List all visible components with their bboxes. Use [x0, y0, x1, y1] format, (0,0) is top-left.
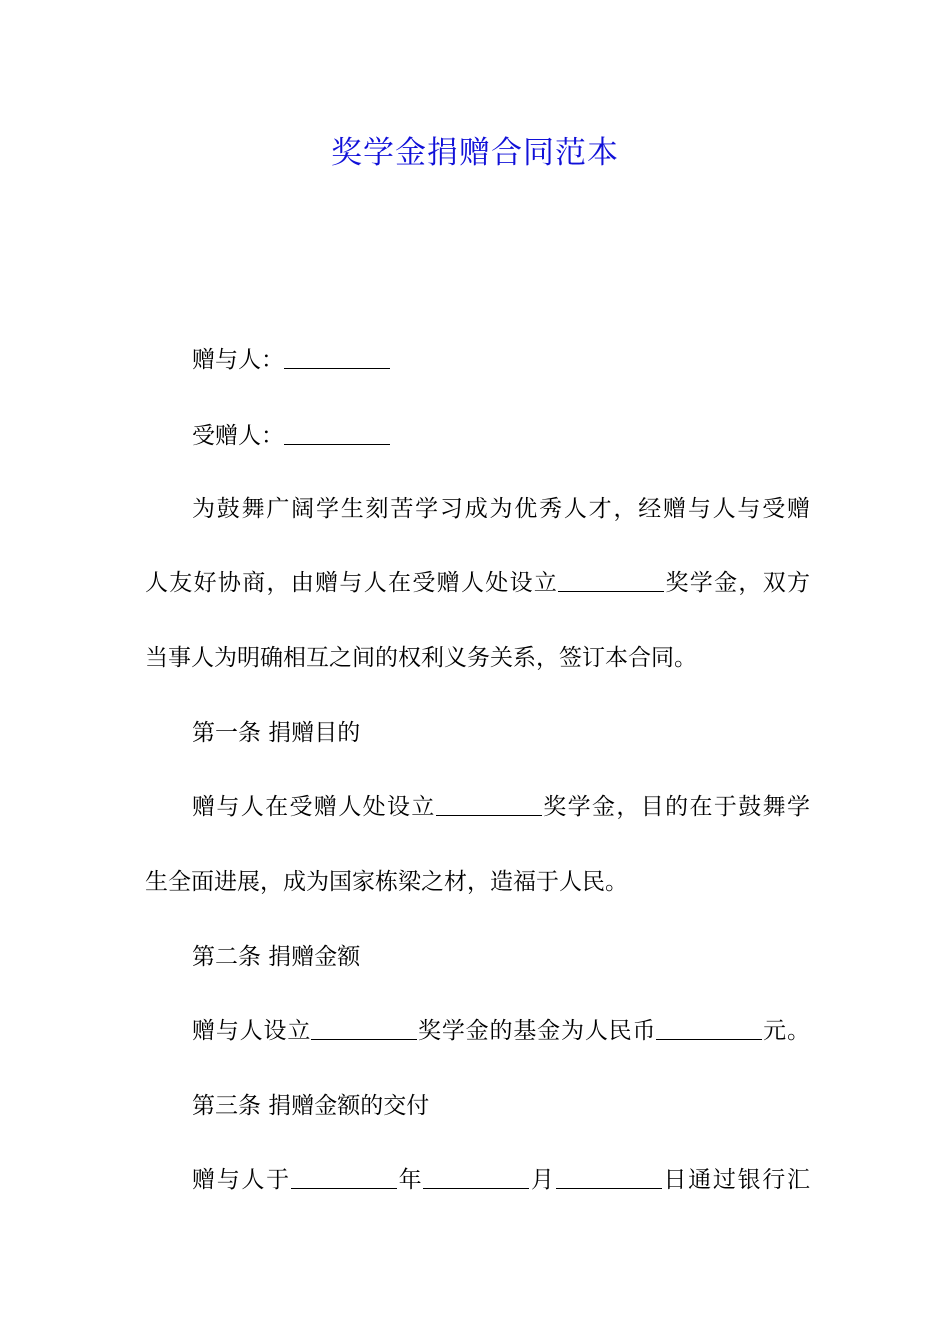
article3-line-1-a: 赠与人于: [192, 1167, 291, 1193]
document-title: 奖学金捐赠合同范本: [331, 135, 619, 171]
article3-line-1-d: 日通过银行汇: [661, 1167, 811, 1193]
article2-line-1: [192, 1014, 810, 1048]
intro-line-2-b: 奖学金，双方: [664, 570, 811, 596]
article1-line-2: 生全面进展，成为国家栋梁之材，造福于人民。: [145, 869, 628, 895]
day-blank: [556, 1168, 662, 1189]
year-blank: [291, 1168, 397, 1189]
donor-blank: [284, 348, 390, 369]
intro-line-3: 当事人为明确相互之间的权利义务关系，签订本合同。: [145, 645, 697, 671]
article2-line-1-a: 赠与人设立: [192, 1018, 312, 1044]
article1-heading: 第一条 捐赠目的: [192, 720, 361, 746]
article1-scholarship-blank: [436, 795, 542, 816]
amount-blank: [656, 1019, 762, 1040]
article2-line-1-b: 奖学金的基金为人民币: [417, 1018, 657, 1044]
recipient-line: [192, 419, 810, 453]
recipient-blank: [284, 424, 390, 445]
scholarship-name-blank: [558, 571, 664, 592]
intro-line-1: 为鼓舞广阔学生刻苦学习成为优秀人才，经赠与人与受赠: [192, 496, 810, 522]
article3-line-1: [192, 1163, 810, 1197]
month-blank: [423, 1168, 529, 1189]
year-label: 年: [396, 1167, 424, 1193]
article1-line-1-a: 赠与人在受赠人处设立: [192, 794, 436, 820]
article2-scholarship-blank: [311, 1019, 417, 1040]
article1-line-1-b: 奖学金，目的在于鼓舞学: [541, 794, 811, 820]
article3-heading: 第三条 捐赠金额的交付: [192, 1093, 430, 1119]
article2-heading: 第二条 捐赠金额: [192, 944, 361, 970]
article2-line-1-c: 元。: [762, 1018, 811, 1044]
intro-line-2-a: 人友好协商，由赠与人在受赠人处设立: [145, 570, 559, 596]
donor-label: 赠与人：: [192, 347, 284, 373]
recipient-label: 受赠人：: [192, 423, 284, 449]
month-label: 月: [529, 1167, 556, 1193]
intro-line-2: [145, 566, 810, 600]
article1-line-1: [192, 790, 810, 824]
donor-line: [192, 343, 810, 377]
